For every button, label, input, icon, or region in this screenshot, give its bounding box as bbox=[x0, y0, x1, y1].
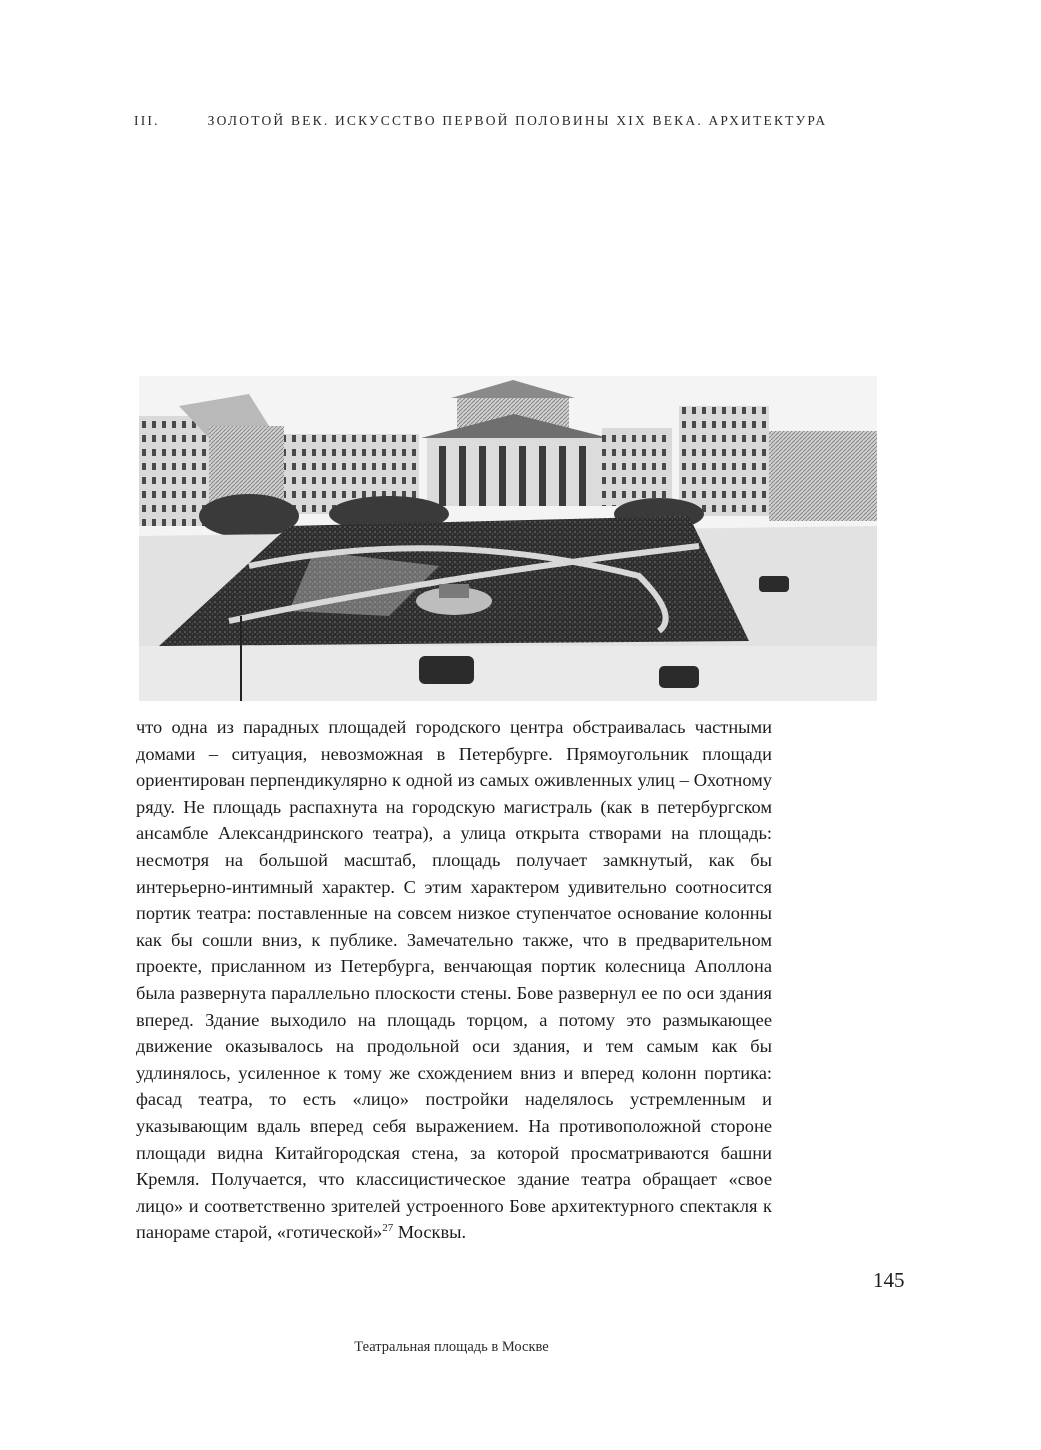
page-number: 145 bbox=[873, 1268, 905, 1292]
running-head-title: ЗОЛОТОЙ ВЕК. ИСКУССТВО ПЕРВОЙ ПОЛОВИНЫ XIX ВЕКА. АРХИТЕКТУРА bbox=[207, 113, 828, 128]
footnote-ref: 27 bbox=[382, 1222, 394, 1235]
photo-caption: Театральная площадь в Москве bbox=[354, 1339, 549, 1355]
body-paragraph bbox=[136, 714, 772, 1246]
body-text-main: что одна из парадных площадей городского центра обстраивалась частными домами – ситуация, невозможная в Петербурге. Прямоугольник площади ориентирован перпендикулярно к одной из самых оживленных улиц – Охотному ряду. Не площадь распахнута на городскую магистраль (как в петербургском ансамбле Александринского театра), а улица открыта створами на площадь: несмотря на большой масштаб, площадь получает замкнутый, как бы интерьерно-интимный характер. С этим характером удивительно соотносится портик театра: поставленные на совсем низкое ступенчатое основание колонны как бы сошли вниз, к публике. Замечательно также, что в предварительном проекте, присланном из Петербурга, венчающая портик колесница Аполлона была развернута параллельно плоскости стены. Бове развернул ее по оси здания вперед. Здание выходило на площадь торцом, а потому это размыкающее движение оказывалось на продольной оси здания, и тем самым как бы удлинялось, усиленное к тому же схождением вниз и вперед колонн портика: фасад театра, то есть «лицо» постройки наделялось устремленным и указывающим вдаль вперед себя выражением. На противоположной стороне площади видна Китайгородская стена, за которой просматриваются башни Кремля. Получается, что классицистическое здание театра обращает «свое лицо» и соответственно зрителей устроенного Бове архитектурного спектакля к панораме старой, «готической» bbox=[136, 717, 772, 1243]
chapter-number: III. bbox=[134, 113, 160, 128]
running-head bbox=[134, 113, 894, 129]
body-text bbox=[136, 714, 772, 1246]
theatre-square-photo bbox=[139, 376, 877, 701]
body-text-end: Москвы. bbox=[393, 1222, 467, 1243]
